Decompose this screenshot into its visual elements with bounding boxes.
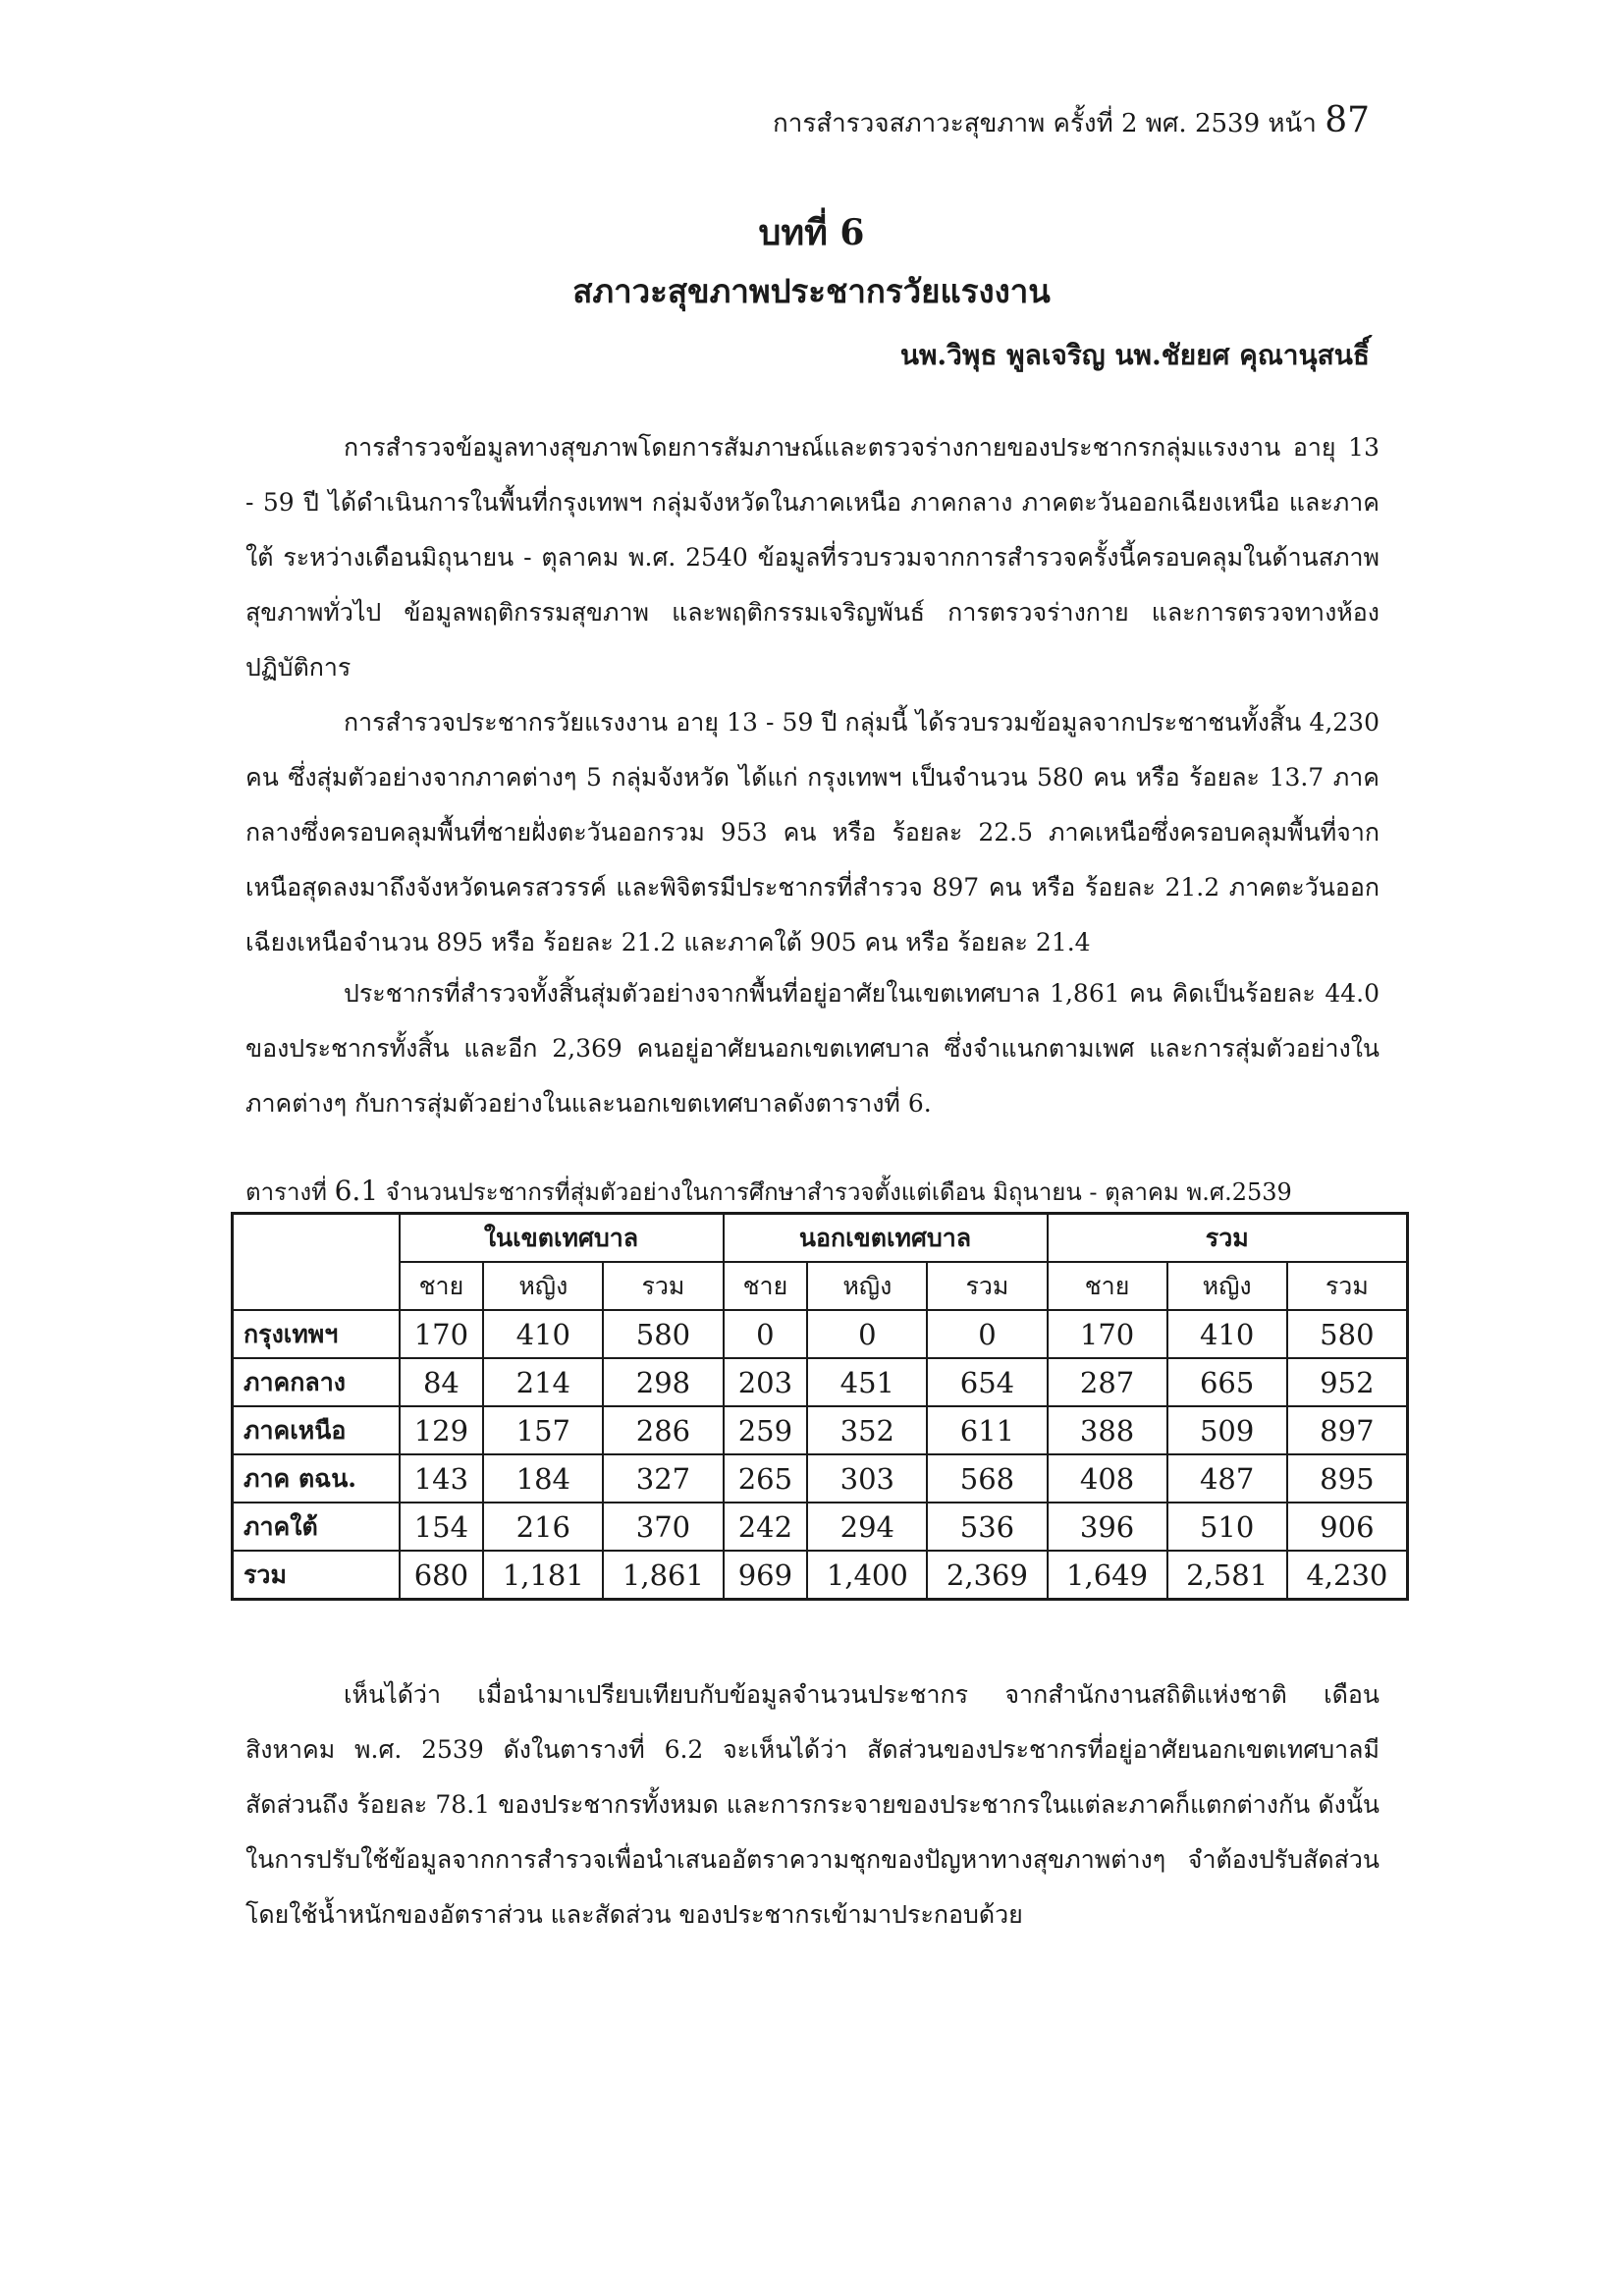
table-row — [233, 1358, 1408, 1406]
table-cell: 157 — [483, 1406, 603, 1454]
table-cell: 298 — [603, 1358, 723, 1406]
table-cell: 84 — [400, 1358, 484, 1406]
page-number: 87 — [1325, 100, 1370, 140]
table-cell: 286 — [603, 1406, 723, 1454]
subheader-cell: รวม — [603, 1262, 723, 1310]
subheader-cell: ชาย — [400, 1262, 484, 1310]
table-cell: 242 — [724, 1503, 808, 1551]
table-cell: 510 — [1167, 1503, 1287, 1551]
table-cell: 1,861 — [603, 1551, 723, 1600]
running-header — [773, 100, 1370, 143]
table-cell: 580 — [1287, 1310, 1408, 1358]
table-cell: 487 — [1167, 1454, 1287, 1503]
table-cell: 536 — [927, 1503, 1047, 1551]
table-cell: 143 — [400, 1454, 484, 1503]
table-row — [233, 1551, 1408, 1600]
row-region-label: ภาคกลาง — [233, 1358, 400, 1406]
table-cell: 906 — [1287, 1503, 1408, 1551]
table-subheader-row — [233, 1262, 1408, 1310]
table-row — [233, 1454, 1408, 1503]
subheader-cell: หญิง — [807, 1262, 927, 1310]
table-cell: 287 — [1048, 1358, 1167, 1406]
group-header-total: รวม — [1048, 1214, 1408, 1263]
table-cell: 129 — [400, 1406, 484, 1454]
table-cell: 1,400 — [807, 1551, 927, 1600]
table-cell: 203 — [724, 1358, 808, 1406]
table-cell: 2,369 — [927, 1551, 1047, 1600]
table-cell: 680 — [400, 1551, 484, 1600]
table-cell: 370 — [603, 1503, 723, 1551]
chapter-title: สภาวะสุขภาพประชากรวัยแรงงาน — [572, 272, 1051, 310]
paragraph-1: การสำรวจข้อมูลทางสุขภาพโดยการสัมภาษณ์และตรวจร่างกายของประชากรกลุ่มแรงงาน อายุ 13 - 59 ปี ได้ดำเนินการในพื้นที่กรุงเทพฯ กลุ่มจังหวัดในภาคเหนือ ภาคกลาง ภาคตะวันออกเฉียงเหนือ และภาคใต้ ระหว่างเดือนมิถุนายน - ตุลาคม พ.ศ. 2540 ข้อมูลที่รวบรวมจากการสำรวจครั้งนี้ครอบคลุมในด้านสภาพสุขภาพทั่วไป ข้อมูลพฤติกรรมสุขภาพ และพฤติกรรมเจริญพันธ์ การตรวจร่างกาย และการตรวจทางห้องปฏิบัติการ — [245, 433, 1380, 682]
table-cell: 265 — [724, 1454, 808, 1503]
row-region-label: ภาคใต้ — [233, 1503, 400, 1551]
table-cell: 451 — [807, 1358, 927, 1406]
table-body — [233, 1310, 1408, 1600]
table-cell: 0 — [724, 1310, 808, 1358]
table-cell: 0 — [927, 1310, 1047, 1358]
table-cell: 154 — [400, 1503, 484, 1551]
table-cell: 580 — [603, 1310, 723, 1358]
table-cell: 303 — [807, 1454, 927, 1503]
table-cell: 969 — [724, 1551, 808, 1600]
table-cell: 0 — [807, 1310, 927, 1358]
group-header-non-municipal: นอกเขตเทศบาล — [724, 1214, 1048, 1263]
subheader-cell: รวม — [1287, 1262, 1408, 1310]
table-cell: 294 — [807, 1503, 927, 1551]
paragraph-2: การสำรวจประชากรวัยแรงงาน อายุ 13 - 59 ปี กลุ่มนี้ ได้รวบรวมข้อมูลจากประชาชนทั้งสิ้น 4,230 คน ซึ่งสุ่มตัวอย่างจากภาคต่างๆ 5 กลุ่มจังหวัด ได้แก่ กรุงเทพฯ เป็นจำนวน 580 คน หรือ ร้อยละ 13.7 ภาคกลางซึ่งครอบคลุมพื้นที่ชายฝั่งตะวันออกรวม 953 คน หรือ ร้อยละ 22.5 ภาคเหนือซึ่งครอบคลุมพื้นที่จากเหนือสุดลงมาถึงจังหวัดนครสวรรค์ และพิจิตรมีประชากรที่สำรวจ 897 คน หรือ ร้อยละ 21.2 ภาคตะวันออกเฉียงเหนือจำนวน 895 หรือ ร้อยละ 21.2 และภาคใต้ 905 คน หรือ ร้อยละ 21.4 — [245, 708, 1380, 957]
table-cell: 952 — [1287, 1358, 1408, 1406]
table-caption-prefix: ตารางที่ — [245, 1178, 327, 1206]
table-cell: 410 — [1167, 1310, 1287, 1358]
table-row — [233, 1503, 1408, 1551]
table-cell: 396 — [1048, 1503, 1167, 1551]
running-header-text: การสำรวจสภาวะสุขภาพ ครั้งที่ 2 พศ. 2539 หน้า — [773, 109, 1317, 138]
table-cell: 408 — [1048, 1454, 1167, 1503]
table-cell: 2,581 — [1167, 1551, 1287, 1600]
table-cell: 509 — [1167, 1406, 1287, 1454]
table-cell: 214 — [483, 1358, 603, 1406]
table-cell: 4,230 — [1287, 1551, 1408, 1600]
row-region-label: รวม — [233, 1551, 400, 1600]
table-cell: 327 — [603, 1454, 723, 1503]
table-cell: 1,181 — [483, 1551, 603, 1600]
table-cell: 1,649 — [1048, 1551, 1167, 1600]
paragraph-3: ประชากรที่สำรวจทั้งสิ้นสุ่มตัวอย่างจากพื้นที่อยู่อาศัยในเขตเทศบาล 1,861 คน คิดเป็นร้อยละ 44.0 ของประชากรทั้งสิ้น และอีก 2,369 คนอยู่อาศัยนอกเขตเทศบาล ซึ่งจำแนกตามเพศ และการสุ่มตัวอย่างในภาคต่างๆ กับการสุ่มตัวอย่างในและนอกเขตเทศบาลดังตารางที่ 6. — [245, 979, 1380, 1118]
table-cell: 897 — [1287, 1406, 1408, 1454]
table-group-header-row — [233, 1214, 1408, 1263]
table-caption — [245, 1173, 1292, 1211]
table-row — [233, 1310, 1408, 1358]
table-cell: 654 — [927, 1358, 1047, 1406]
row-region-label: ภาค ตฉน. — [233, 1454, 400, 1503]
group-header-municipal: ในเขตเทศบาล — [400, 1214, 724, 1263]
table-row — [233, 1406, 1408, 1454]
table-cell: 568 — [927, 1454, 1047, 1503]
table-cell: 895 — [1287, 1454, 1408, 1503]
table-corner-cell — [233, 1214, 400, 1311]
subheader-cell: หญิง — [483, 1262, 603, 1310]
table-cell: 611 — [927, 1406, 1047, 1454]
row-region-label: ภาคเหนือ — [233, 1406, 400, 1454]
row-region-label: กรุงเทพฯ — [233, 1310, 400, 1358]
subheader-cell: หญิง — [1167, 1262, 1287, 1310]
table-cell: 170 — [400, 1310, 484, 1358]
table-cell: 216 — [483, 1503, 603, 1551]
table-cell: 259 — [724, 1406, 808, 1454]
table-cell: 410 — [483, 1310, 603, 1358]
sample-population-table — [231, 1212, 1409, 1601]
table-cell: 665 — [1167, 1358, 1287, 1406]
table-cell: 388 — [1048, 1406, 1167, 1454]
table-cell: 170 — [1048, 1310, 1167, 1358]
chapter-heading: บทที่ 6 — [758, 212, 865, 253]
table-cell: 352 — [807, 1406, 927, 1454]
subheader-cell: ชาย — [1048, 1262, 1167, 1310]
subheader-cell: ชาย — [724, 1262, 808, 1310]
paragraph-4: เห็นได้ว่า เมื่อนำมาเปรียบเทียบกับข้อมูลจำนวนประชากร จากสำนักงานสถิติแห่งชาติ เดือนสิงหาคม พ.ศ. 2539 ดังในตารางที่ 6.2 จะเห็นได้ว่า สัดส่วนของประชากรที่อยู่อาศัยนอกเขตเทศบาลมีสัดส่วนถึง ร้อยละ 78.1 ของประชากรทั้งหมด และการกระจายของประชากรในแต่ละภาคก็แตกต่างกัน ดังนั้นในการปรับใช้ข้อมูลจากการสำรวจเพื่อนำเสนออัตราความชุกของปัญหาทางสุขภาพต่างๆ จำต้องปรับสัดส่วนโดยใช้น้ำหนักของอัตราส่วน และสัดส่วน ของประชากรเข้ามาประกอบด้วย — [245, 1680, 1380, 1929]
table-caption-number: 6.1 — [334, 1175, 379, 1207]
subheader-cell: รวม — [927, 1262, 1047, 1310]
table-caption-text: จำนวนประชากรที่สุ่มตัวอย่างในการศึกษาสำรวจตั้งแต่เดือน มิถุนายน - ตุลาคม พ.ศ.2539 — [385, 1178, 1292, 1206]
authors: นพ.วิพุธ พูลเจริญ นพ.ชัยยศ คุณานุสนธิ์ — [899, 339, 1370, 371]
table-cell: 184 — [483, 1454, 603, 1503]
